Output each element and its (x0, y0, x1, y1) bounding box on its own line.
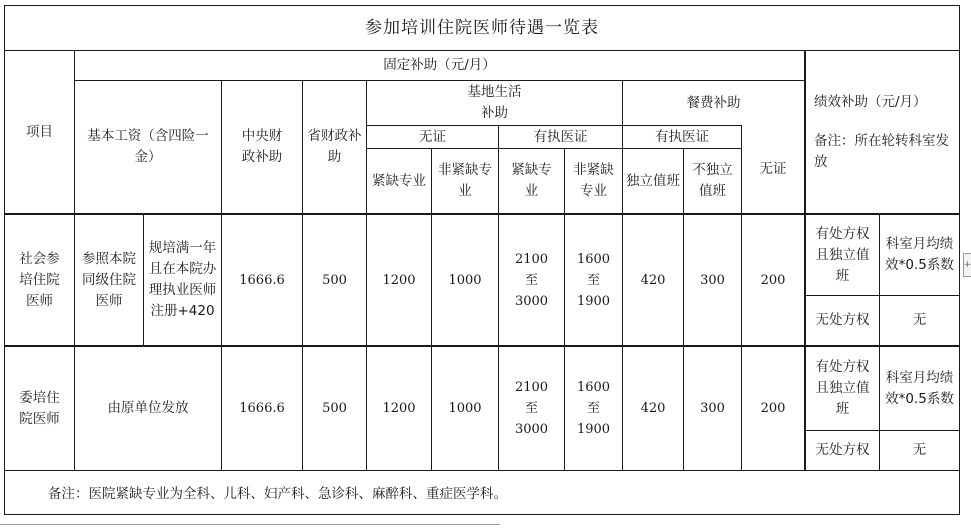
row2-cert-shortage: 2100 至 3000 (514, 380, 549, 437)
performance-note: 备注：所在轮转科室发放 (814, 132, 949, 170)
row2-perf-value-2: 无 (912, 442, 927, 458)
row2-meal-not-independent: 300 (700, 401, 725, 416)
bottom-scroll-edge (0, 524, 500, 525)
row1-perf-condition: 有处方权且独立值班 (815, 225, 870, 284)
header-base-salary: 基本工资（含四险一金） (87, 128, 209, 165)
row1-provincial: 500 (322, 272, 347, 288)
row1-meal-no-cert: 200 (760, 272, 786, 288)
row2-category: 委培住院医师 (19, 389, 60, 427)
header-project: 项目 (26, 123, 53, 140)
row1-category: 社会参培住院医师 (19, 250, 60, 309)
row1-perf-value: 科室月均绩效*0.5系数 (885, 236, 954, 273)
header-central: 中央财政补助 (241, 128, 283, 165)
header-cert-shortage: 紧缺专业 (511, 162, 552, 199)
header-with-cert: 有执医证 (533, 128, 588, 145)
header-base-living: 基地生活补助 (467, 84, 522, 121)
row1-perf-condition-2: 无处方权 (815, 312, 870, 328)
plus-icon: + (963, 260, 971, 270)
header-no-cert: 无证 (419, 128, 446, 145)
table-border-bottom (4, 514, 960, 515)
header-provincial: 省财政补助 (307, 128, 362, 165)
header-not-independent-duty: 不独立值班 (692, 162, 733, 199)
row1-salary-extra: 规培满一年且在本院办理执业医师注册+420 (148, 240, 217, 319)
performance-title: 绩效补助（元/月） (814, 93, 927, 110)
header-meal-no-cert: 无证 (759, 161, 787, 177)
row1-salary-reference: 参照本院同级住院医师 (82, 250, 136, 309)
row2-meal-independent: 420 (640, 401, 666, 416)
row2-perf-condition-2: 无处方权 (815, 442, 870, 458)
table-title: 参加培训住院医师待遇一览表 (365, 17, 599, 38)
row2-salary: 由原单位发放 (107, 400, 189, 416)
footnote: 备注：医院紧缺专业为全科、儿科、妇产科、急诊科、麻醉科、重症医学科。 (48, 486, 507, 502)
row2-perf-value: 科室月均绩效*0.5系数 (885, 369, 954, 407)
row1-nocert-non-shortage: 1000 (448, 272, 482, 288)
row2-cert-non-shortage: 1600 至 1900 (576, 380, 611, 437)
row1-perf-value-2: 无 (912, 312, 927, 328)
header-meal-with-cert: 有执医证 (655, 128, 709, 145)
header-nocert-non-shortage: 非紧缺专业 (438, 162, 492, 199)
header-meal: 餐费补助 (686, 94, 741, 111)
row1-meal-not-independent: 300 (700, 272, 725, 288)
expand-handle[interactable] (963, 253, 971, 277)
row2-perf-condition: 有处方权且独立值班 (815, 359, 870, 417)
row2-provincial: 500 (322, 401, 347, 416)
row2-meal-no-cert: 200 (760, 401, 786, 416)
header-fixed-subsidy: 固定补助（元/月） (383, 57, 496, 73)
row1-cert-shortage: 2100 至 3000 (514, 251, 549, 309)
header-cert-non-shortage: 非紧缺专业 (573, 162, 614, 199)
row1-meal-independent: 420 (640, 272, 666, 288)
header-independent-duty: 独立值班 (626, 172, 680, 189)
row2-bottom (4, 470, 960, 471)
row1-nocert-shortage: 1200 (382, 272, 416, 288)
row1-central: 1666.6 (239, 272, 285, 288)
row2-nocert-shortage: 1200 (382, 401, 416, 416)
row1-cert-non-shortage: 1600 至 1900 (576, 251, 611, 309)
header-performance (806, 51, 959, 213)
row2-central: 1666.6 (239, 401, 285, 416)
table-border-right (959, 5, 960, 515)
row2-nocert-non-shortage: 1000 (448, 401, 482, 416)
header-nocert-shortage: 紧缺专业 (372, 172, 426, 189)
